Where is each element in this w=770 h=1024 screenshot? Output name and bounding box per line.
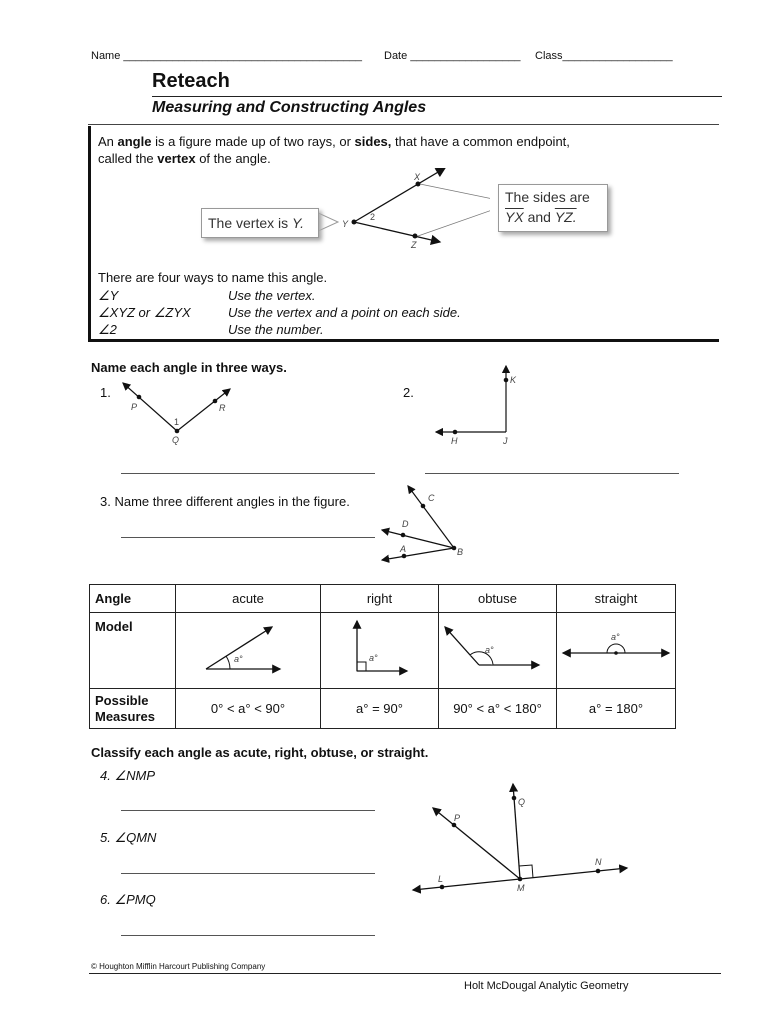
naming-desc-1: Use the vertex. (228, 288, 316, 303)
section2-heading: Classify each angle as acute, right, obtuse, or straight. (91, 745, 429, 760)
label-angle-2: 2 (370, 212, 376, 222)
label-angle-1: 1 (174, 417, 180, 427)
angle-khj-figure (430, 362, 530, 447)
angle-var: a° (234, 654, 243, 664)
label-a: A (400, 544, 407, 554)
acute-model-cell (176, 613, 321, 689)
callout-text: The sides are (505, 189, 590, 205)
angle-types-table (89, 584, 676, 729)
table-header-cell: obtuse (439, 585, 557, 613)
name-label: Name (91, 50, 121, 62)
question-4-text: 4. ∠NMP (100, 768, 155, 783)
term-angle: angle (117, 134, 152, 149)
label-p: P (131, 402, 138, 412)
right-measure: a° = 90° (321, 689, 439, 729)
angle-var: a° (369, 653, 378, 663)
measures-label-line: Measures (95, 708, 155, 724)
copyright-text: © Houghton Mifflin Harcourt Publishing Company (91, 962, 266, 971)
answer-line-5[interactable] (121, 873, 375, 874)
table-measure-row (90, 689, 676, 729)
table-header-row (90, 585, 676, 613)
class-label: Class (535, 50, 563, 62)
straight-angle-model (557, 613, 675, 685)
def-part: called the (98, 151, 158, 166)
title-rule (152, 96, 722, 97)
obtuse-model-cell (439, 613, 557, 689)
date-field (384, 50, 520, 62)
table-header-cell: right (321, 585, 439, 613)
term-vertex: vertex (157, 151, 196, 166)
def-part: is a figure made up of two rays, or (151, 134, 355, 149)
label-z: Z (411, 240, 417, 250)
def-part: of the angle. (195, 151, 271, 166)
table-header-cell: Angle (90, 585, 176, 613)
def-part: that have a common endpoint, (391, 134, 570, 149)
naming-name-1: ∠Y (98, 288, 119, 303)
label-b: B (457, 547, 464, 557)
point-q (175, 429, 180, 434)
obtuse-angle-model (439, 613, 556, 685)
point-z (413, 234, 418, 239)
question-3-text: 3. Name three different angles in the figure. (100, 494, 350, 509)
table-header-cell: acute (176, 585, 321, 613)
page-title: Reteach (152, 70, 230, 92)
point-l (440, 885, 445, 890)
vertex-callout-tail (316, 212, 340, 232)
answer-line-4[interactable] (121, 810, 375, 811)
angles-abcd-figure (378, 480, 478, 570)
footer-rule (89, 973, 721, 974)
name-field (91, 50, 362, 62)
label-x: X (414, 172, 421, 182)
label-l: L (438, 874, 444, 884)
point-k (504, 378, 509, 383)
name-line[interactable]: _______________________________________ (123, 50, 362, 62)
obtuse-measure: 90° < a° < 180° (439, 689, 557, 729)
ray-mp (433, 808, 520, 879)
box-left-border (88, 126, 91, 342)
point-n (596, 869, 601, 874)
measures-label (90, 689, 176, 729)
callout-text: Y. (292, 215, 304, 231)
label-q: Q (518, 797, 526, 807)
point-m (518, 877, 523, 882)
naming-name-2: ∠XYZ or ∠ZYX (98, 305, 191, 320)
question-2-number: 2. (403, 385, 414, 400)
callout-pointer (420, 184, 490, 200)
answer-line-6[interactable] (121, 935, 375, 936)
question-5-text: 5. ∠QMN (100, 830, 157, 845)
date-line[interactable]: __________________ (410, 50, 521, 62)
point-c (421, 504, 426, 509)
ray-yz-notation: YZ. (554, 209, 577, 225)
term-sides: sides, (354, 134, 392, 149)
label-c: C (428, 493, 435, 503)
point-x (416, 182, 421, 187)
angles-lmnpq-figure (405, 778, 635, 898)
naming-desc-2: Use the vertex and a point on each side. (228, 305, 461, 320)
acute-measure: 0° < a° < 90° (176, 689, 321, 729)
angle-var: a° (485, 645, 494, 655)
right-angle-model (321, 613, 438, 685)
sides-callout (498, 184, 608, 232)
right-model-cell (321, 613, 439, 689)
point-y (352, 220, 357, 225)
label-y: Y (342, 219, 349, 229)
point-r (213, 399, 218, 404)
vertex-callout (201, 208, 319, 238)
point-a (402, 554, 407, 559)
callout-text: and (523, 209, 555, 225)
box-bottom-border (88, 339, 719, 342)
ray-yz (354, 222, 440, 242)
label-m: M (517, 883, 525, 893)
answer-line-2[interactable] (425, 473, 679, 474)
section1-heading: Name each angle in three ways. (91, 360, 287, 375)
measures-label-line: Possible (95, 692, 149, 708)
label-r: R (219, 403, 226, 413)
book-title: Holt McDougal Analytic Geometry (464, 980, 629, 992)
answer-line-3[interactable] (121, 537, 375, 538)
table-header-cell: straight (557, 585, 676, 613)
naming-intro: There are four ways to name this angle. (98, 270, 328, 285)
model-label: Model (90, 613, 176, 689)
naming-name-3: ∠2 (98, 322, 117, 337)
point-b (452, 546, 457, 551)
def-part: An (98, 134, 118, 149)
callout-text: The vertex is (208, 215, 293, 231)
ray-yx (354, 168, 445, 222)
point-d (401, 533, 406, 538)
box-top-border (88, 124, 719, 125)
label-h: H (451, 436, 458, 446)
ray-yx-notation: $\overline{YX}$ (505, 209, 524, 225)
point-q (512, 796, 517, 801)
question-1-number: 1. (100, 385, 111, 400)
class-line[interactable]: __________________ (562, 50, 673, 62)
answer-line-1[interactable] (121, 473, 375, 474)
page-subtitle: Measuring and Constructing Angles (152, 99, 427, 116)
label-j: J (503, 436, 508, 446)
definition-text (98, 133, 698, 167)
acute-angle-model (176, 613, 320, 685)
point-p (452, 823, 457, 828)
label-n: N (595, 857, 602, 867)
table-model-row (90, 613, 676, 689)
label-p: P (454, 813, 461, 823)
ray-ba (382, 548, 454, 560)
angle-xyz-figure (330, 168, 490, 253)
class-field (535, 50, 673, 62)
point-h (453, 430, 458, 435)
label-k: K (510, 375, 517, 385)
angle-pqr-figure (115, 375, 245, 450)
date-label: Date (384, 50, 408, 62)
naming-desc-3: Use the number. (228, 322, 324, 337)
callout-pointer (418, 208, 490, 236)
straight-measure: a° = 180° (557, 689, 676, 729)
question-6-text: 6. ∠PMQ (100, 892, 156, 907)
label-q: Q (172, 435, 180, 445)
angle-var: a° (611, 632, 620, 642)
straight-model-cell (557, 613, 676, 689)
point-p (137, 395, 142, 400)
label-d: D (402, 519, 409, 529)
